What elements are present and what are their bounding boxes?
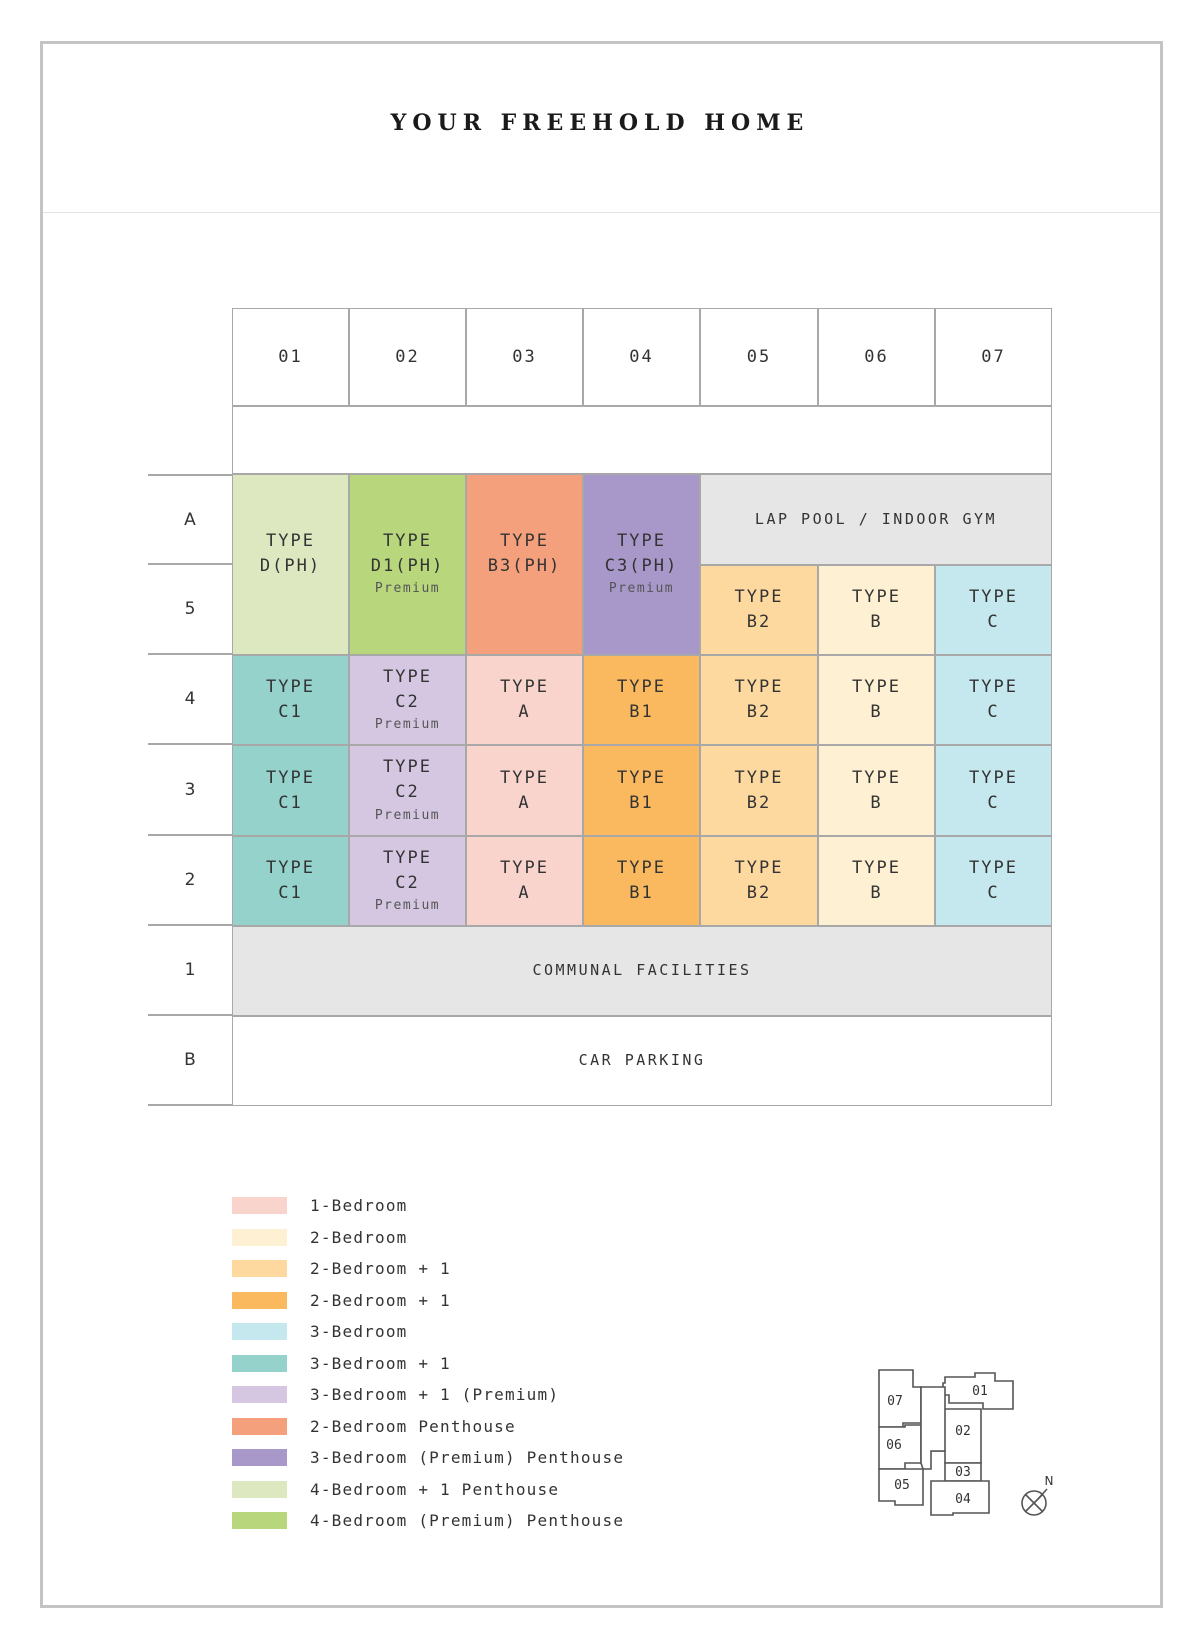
legend-swatch: [232, 1481, 287, 1498]
legend-label: 2-Bedroom Penthouse: [310, 1416, 516, 1436]
unit-type-word: TYPE: [266, 858, 315, 879]
unit-type-code: C2: [395, 782, 420, 803]
car-parking[interactable]: CAR PARKING: [232, 1016, 1052, 1106]
unit-type-code: C: [987, 792, 1000, 813]
unit-type-word: TYPE: [500, 531, 549, 551]
penthouse-04[interactable]: [583, 474, 700, 655]
unit-type-code: C1: [278, 792, 303, 813]
unit-type-code: C: [987, 702, 1000, 722]
unit-premium-tag: Premium: [374, 898, 441, 914]
unit-type-word: TYPE: [383, 757, 432, 778]
unit-2-03[interactable]: [466, 836, 583, 926]
legend-swatch: [232, 1323, 287, 1340]
unit-type-word: TYPE: [617, 767, 666, 788]
unit-premium-tag: Premium: [374, 581, 441, 597]
unit-4-01[interactable]: [232, 655, 349, 745]
legend-item: [232, 1222, 624, 1254]
unit-3-02[interactable]: [349, 745, 466, 836]
row-label-4: 4: [148, 655, 232, 745]
row-label-3: 3: [148, 745, 232, 836]
unit-type-word: TYPE: [617, 677, 666, 698]
unit-2-06[interactable]: [818, 836, 935, 926]
unit-type-word: TYPE: [383, 847, 432, 868]
page-title: YOUR FREEHOLD HOME: [390, 110, 810, 136]
keyplan-core: [921, 1387, 945, 1469]
legend-swatch: [232, 1197, 287, 1214]
unit-type-word: TYPE: [969, 858, 1018, 879]
legend-item: [232, 1474, 624, 1506]
legend-label: 2-Bedroom: [310, 1227, 408, 1247]
legend-item: [232, 1285, 624, 1317]
unit-type-code: A: [518, 792, 531, 813]
unit-type-word: TYPE: [266, 767, 315, 788]
unit-type-code: C2: [395, 872, 420, 893]
unit-type-word: TYPE: [500, 767, 549, 788]
north-arrow-icon: [1022, 1489, 1047, 1515]
keyplan-label-06: 06: [886, 1438, 902, 1453]
key-plan: [875, 1365, 1075, 1525]
unit-type-code: B2: [746, 612, 772, 632]
north-label: N: [1044, 1474, 1054, 1488]
keyplan-label-04: 04: [955, 1492, 971, 1507]
legend-label: 3-Bedroom: [310, 1322, 408, 1342]
legend-swatch: [232, 1512, 287, 1529]
column-header-01: 01: [232, 308, 349, 406]
penthouse-03[interactable]: [466, 474, 583, 655]
unit-type-word: TYPE: [852, 858, 901, 879]
unit-type-word: TYPE: [852, 677, 901, 698]
row-label-B: B: [148, 1016, 232, 1106]
unit-5-06[interactable]: [818, 565, 935, 655]
keyplan-label-07: 07: [887, 1394, 903, 1409]
unit-type-code: B2: [746, 883, 772, 903]
column-header-05: 05: [700, 308, 818, 406]
unit-5-07[interactable]: [935, 565, 1052, 655]
unit-type-word: TYPE: [734, 587, 784, 608]
unit-type-code: A: [518, 702, 531, 722]
penthouse-01[interactable]: [232, 474, 349, 655]
legend-label: 2-Bedroom + 1: [310, 1290, 451, 1310]
unit-2-02[interactable]: [349, 836, 466, 926]
unit-type-word: TYPE: [617, 858, 666, 879]
legend-swatch: [232, 1260, 287, 1277]
unit-type-word: TYPE: [383, 531, 432, 551]
unit-type-code: C2: [395, 691, 420, 712]
legend-label: 4-Bedroom + 1 Penthouse: [310, 1479, 560, 1499]
unit-4-06[interactable]: [818, 655, 935, 745]
unit-type-code: C3(PH): [604, 555, 679, 576]
unit-type-word: TYPE: [500, 677, 549, 698]
unit-type-code: D1(PH): [370, 555, 445, 576]
legend-item: [232, 1505, 624, 1537]
legend-label: 4-Bedroom (Premium) Penthouse: [310, 1511, 625, 1531]
column-header-02: 02: [349, 308, 466, 406]
unit-4-07[interactable]: [935, 655, 1052, 745]
unit-type-code: B2: [746, 702, 772, 722]
unit-type-code: B3(PH): [487, 555, 562, 576]
unit-3-05[interactable]: [700, 745, 818, 836]
unit-type-code: B1: [629, 702, 654, 722]
unit-2-04[interactable]: [583, 836, 700, 926]
unit-type-code: C1: [278, 702, 303, 722]
unit-3-04[interactable]: [583, 745, 700, 836]
unit-type-code: B: [870, 792, 883, 813]
legend-label: 3-Bedroom + 1 (Premium): [310, 1385, 560, 1405]
legend-swatch: [232, 1386, 287, 1403]
unit-type-word: TYPE: [266, 531, 315, 551]
legend-swatch: [232, 1449, 287, 1466]
unit-3-03[interactable]: [466, 745, 583, 836]
legend-item: [232, 1316, 624, 1348]
legend-item: [232, 1442, 624, 1474]
unit-type-code: B: [870, 612, 883, 632]
legend-swatch: [232, 1292, 287, 1309]
unit-type-code: C: [987, 883, 1000, 903]
unit-type-code: B1: [629, 883, 654, 903]
column-header-03: 03: [466, 308, 583, 406]
unit-type-word: TYPE: [617, 531, 666, 551]
unit-type-code: B: [870, 702, 883, 722]
penthouse-02[interactable]: [349, 474, 466, 655]
legend-swatch: [232, 1229, 287, 1246]
unit-4-04[interactable]: [583, 655, 700, 745]
legend-swatch: [232, 1355, 287, 1372]
unit-type-code: B1: [629, 792, 654, 813]
unit-type-code: B2: [746, 792, 772, 813]
unit-type-word: TYPE: [852, 587, 901, 608]
unit-3-01[interactable]: [232, 745, 349, 836]
legend-item: [232, 1348, 624, 1380]
unit-2-07[interactable]: [935, 836, 1052, 926]
legend-item: [232, 1190, 624, 1222]
column-header-07: 07: [935, 308, 1052, 406]
unit-3-06[interactable]: [818, 745, 935, 836]
legend-swatch: [232, 1418, 287, 1435]
unit-type-word: TYPE: [969, 677, 1018, 698]
unit-4-05[interactable]: [700, 655, 818, 745]
unit-type-code: C1: [278, 883, 303, 903]
unit-5-05[interactable]: [700, 565, 818, 655]
legend-item: [232, 1411, 624, 1443]
unit-premium-tag: Premium: [374, 717, 441, 733]
unit-type-code: D(PH): [259, 555, 322, 576]
unit-2-05[interactable]: [700, 836, 818, 926]
legend: [232, 1190, 624, 1537]
keyplan-label-01: 01: [972, 1384, 988, 1399]
unit-type-word: TYPE: [734, 858, 784, 879]
legend-item: [232, 1253, 624, 1285]
legend-label: 3-Bedroom (Premium) Penthouse: [310, 1448, 625, 1468]
unit-type-word: TYPE: [969, 587, 1018, 608]
legend-item: [232, 1379, 624, 1411]
unit-3-07[interactable]: [935, 745, 1052, 836]
unit-2-01[interactable]: [232, 836, 349, 926]
unit-premium-tag: Premium: [608, 581, 675, 597]
unit-type-code: B: [870, 883, 883, 903]
unit-type-word: TYPE: [969, 767, 1018, 788]
unit-type-word: TYPE: [266, 677, 315, 698]
unit-4-02[interactable]: [349, 655, 466, 745]
unit-type-word: TYPE: [383, 666, 432, 687]
unit-type-code: A: [518, 883, 531, 903]
unit-type-word: TYPE: [734, 767, 784, 788]
communal-facilities[interactable]: COMMUNAL FACILITIES: [232, 926, 1052, 1016]
unit-type-word: TYPE: [734, 677, 784, 698]
lap-pool-indoor-gym[interactable]: LAP POOL / INDOOR GYM: [700, 474, 1052, 565]
unit-4-03[interactable]: [466, 655, 583, 745]
roof-band: [232, 406, 1052, 474]
keyplan-label-05: 05: [894, 1478, 910, 1493]
column-header-04: 04: [583, 308, 700, 406]
column-header-06: 06: [818, 308, 935, 406]
unit-type-word: TYPE: [500, 858, 549, 879]
legend-label: 3-Bedroom + 1: [310, 1353, 451, 1373]
legend-label: 1-Bedroom: [310, 1196, 408, 1216]
unit-premium-tag: Premium: [374, 807, 441, 823]
legend-label: 2-Bedroom + 1: [310, 1259, 451, 1279]
unit-type-code: C: [987, 612, 1000, 632]
row-label-1: 1: [148, 926, 232, 1016]
row-label-5: 5: [148, 565, 232, 655]
row-label-A: A: [148, 474, 232, 565]
keyplan-label-03: 03: [955, 1465, 971, 1480]
keyplan-label-02: 02: [955, 1424, 971, 1439]
unit-type-word: TYPE: [852, 767, 901, 788]
row-label-2: 2: [148, 836, 232, 926]
